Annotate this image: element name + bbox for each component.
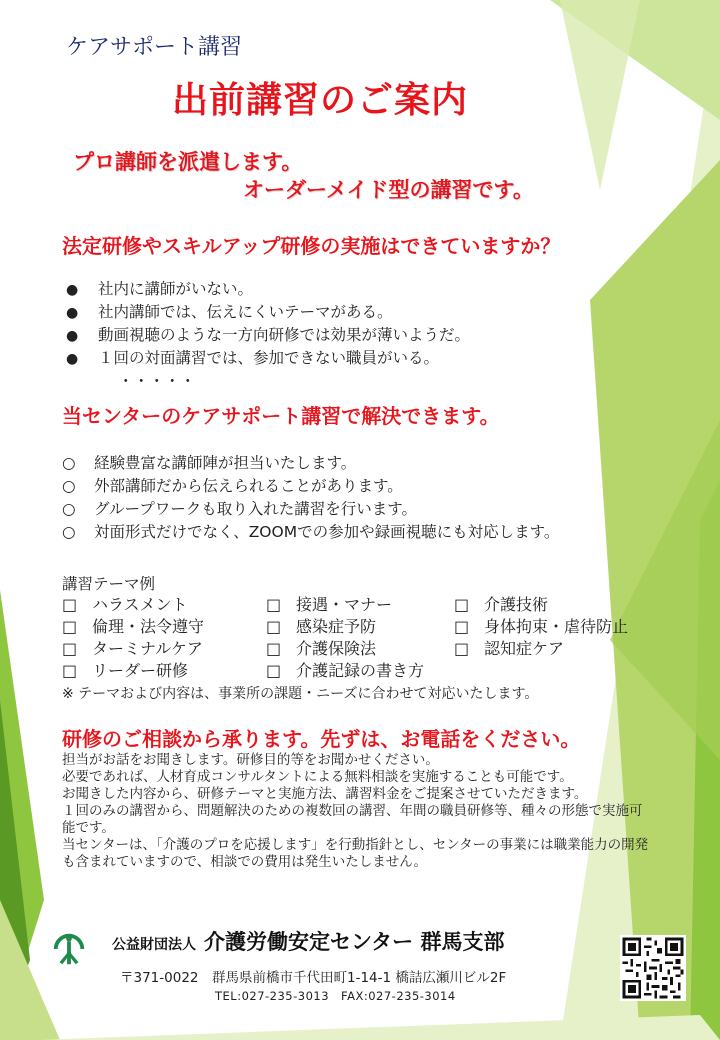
- theme-item: [62, 594, 266, 616]
- consultation-paragraph: １回のみの講習から、問題解決のための複数回の講習、年間の職員研修等、種々の形態で実施可能です。: [62, 803, 643, 836]
- qr-code-icon: [620, 935, 686, 1001]
- theme-grid: [62, 594, 672, 682]
- list-item: [66, 301, 470, 324]
- consultation-paragraph: 当センターは、「介護のプロを応援します」を行動指針とし、センターの事業には職業能力の開発も含まれていますので、相談での費用は発生いたしません。: [62, 837, 649, 870]
- theme-label: リーダー研修: [92, 661, 189, 680]
- list-item: [66, 347, 470, 370]
- organization-title: 介護労働安定センター 群馬支部: [204, 930, 505, 954]
- address: 〒371-0022 群馬県前橋市千代田町1-14-1 橋詰広瀬川ビル2F: [120, 970, 507, 986]
- bullet-icon: ●: [66, 351, 79, 367]
- checkbox-icon: □: [454, 617, 470, 636]
- organization-name: [112, 926, 504, 956]
- organization-logo-icon: [50, 930, 88, 968]
- theme-label: ハラスメント: [92, 595, 188, 614]
- theme-item: [62, 660, 266, 682]
- solution-text: グループワークも取り入れた講習を行います。: [94, 500, 418, 518]
- problem-text: 社内講師では、伝えにくいテーマがある。: [98, 303, 393, 321]
- solution-text: 外部講師だから伝えられることがあります。: [94, 477, 403, 495]
- bullet-icon: ●: [66, 328, 79, 344]
- checkbox-icon: □: [266, 639, 282, 658]
- list-item: [62, 498, 559, 521]
- consultation-heading: 研修のご相談から承ります。先ずは、お電話をください。: [62, 727, 581, 751]
- solution-text: 対面形式だけでなく、ZOOMでの参加や録画視聴にも対応します。: [94, 523, 560, 541]
- problem-text: 動画視聴のような一方向研修では効果が薄いようだ。: [98, 326, 471, 344]
- theme-note: ※ テーマおよび内容は、事業所の課題・ニーズに合わせて対応いたします。: [62, 686, 539, 702]
- subtitle: ケアサポート講習: [66, 35, 243, 60]
- theme-item: [266, 638, 454, 660]
- checkbox-icon: □: [62, 639, 78, 658]
- checkbox-icon: □: [62, 595, 78, 614]
- theme-item: [62, 616, 266, 638]
- theme-item: [266, 616, 454, 638]
- problem-text: 社内に講師がいない。: [98, 280, 254, 298]
- theme-label: 介護技術: [484, 595, 549, 614]
- theme-label: 認知症ケア: [484, 639, 565, 658]
- theme-label: 介護保険法: [296, 639, 377, 658]
- checkbox-icon: □: [62, 617, 78, 636]
- page-title: 出前講習のご案内: [171, 80, 468, 121]
- tagline-line-2: オーダーメイド型の講習です。: [243, 178, 534, 202]
- theme-item: [454, 638, 672, 660]
- circle-bullet-icon: ○: [62, 477, 76, 495]
- bullet-icon: ●: [66, 282, 79, 298]
- circle-bullet-icon: ○: [62, 523, 76, 541]
- theme-item: [454, 594, 672, 616]
- checkbox-icon: □: [62, 661, 78, 680]
- list-item: [66, 324, 470, 347]
- checkbox-icon: □: [454, 595, 470, 614]
- tagline-line-1: プロ講師を派遣します。: [73, 150, 303, 174]
- theme-label: 倫理・法令遵守: [92, 617, 205, 636]
- checkbox-icon: □: [454, 639, 470, 658]
- theme-label: 介護記録の書き方: [296, 661, 425, 680]
- bullet-icon: ●: [66, 305, 79, 321]
- consultation-paragraph: 必要であれば、人材育成コンサルタントによる無料相談を実施することも可能です。: [62, 769, 573, 785]
- contact-numbers: TEL:027-235-3013 FAX:027-235-3014: [215, 989, 456, 1003]
- circle-bullet-icon: ○: [62, 454, 76, 472]
- ellipsis-dots: ・・・・・: [118, 372, 196, 390]
- facet-bottom: [40, 1015, 720, 1040]
- list-item: [62, 475, 559, 498]
- checkbox-icon: □: [266, 595, 282, 614]
- checkbox-icon: □: [266, 617, 282, 636]
- theme-item: [266, 594, 454, 616]
- theme-item: [62, 638, 266, 660]
- list-item: [62, 452, 559, 475]
- solution-list: [62, 452, 559, 544]
- list-item: [66, 278, 470, 301]
- theme-item: [454, 616, 672, 638]
- consultation-paragraph: 担当がお話をお聞きします。研修目的等をお聞かせください。: [62, 752, 439, 768]
- consultation-body: [62, 752, 652, 871]
- list-item: [62, 521, 559, 544]
- theme-label: ターミナルケア: [92, 639, 203, 658]
- solution-heading: 当センターのケアサポート講習で解決できます。: [62, 404, 500, 428]
- theme-label: 接遇・マナー: [296, 595, 393, 614]
- checkbox-icon: □: [266, 661, 282, 680]
- question-heading: 法定研修やスキルアップ研修の実施はできていますか？: [62, 234, 561, 258]
- theme-label: 感染症予防: [296, 617, 377, 636]
- themes-title: 講習テーマ例: [62, 575, 156, 593]
- consultation-paragraph: お聞きした内容から、研修テーマと実施方法、講習料金をご提案させていただきます。: [62, 786, 588, 802]
- solution-text: 経験豊富な講師陣が担当いたします。: [94, 454, 357, 472]
- theme-item: [266, 660, 454, 682]
- organization-type: 公益財団法人: [112, 937, 196, 953]
- theme-label: 身体拘束・虐待防止: [484, 617, 629, 636]
- circle-bullet-icon: ○: [62, 500, 76, 518]
- problem-text: １回の対面講習では、参加できない職員がいる。: [98, 349, 440, 367]
- problem-list: [66, 278, 470, 392]
